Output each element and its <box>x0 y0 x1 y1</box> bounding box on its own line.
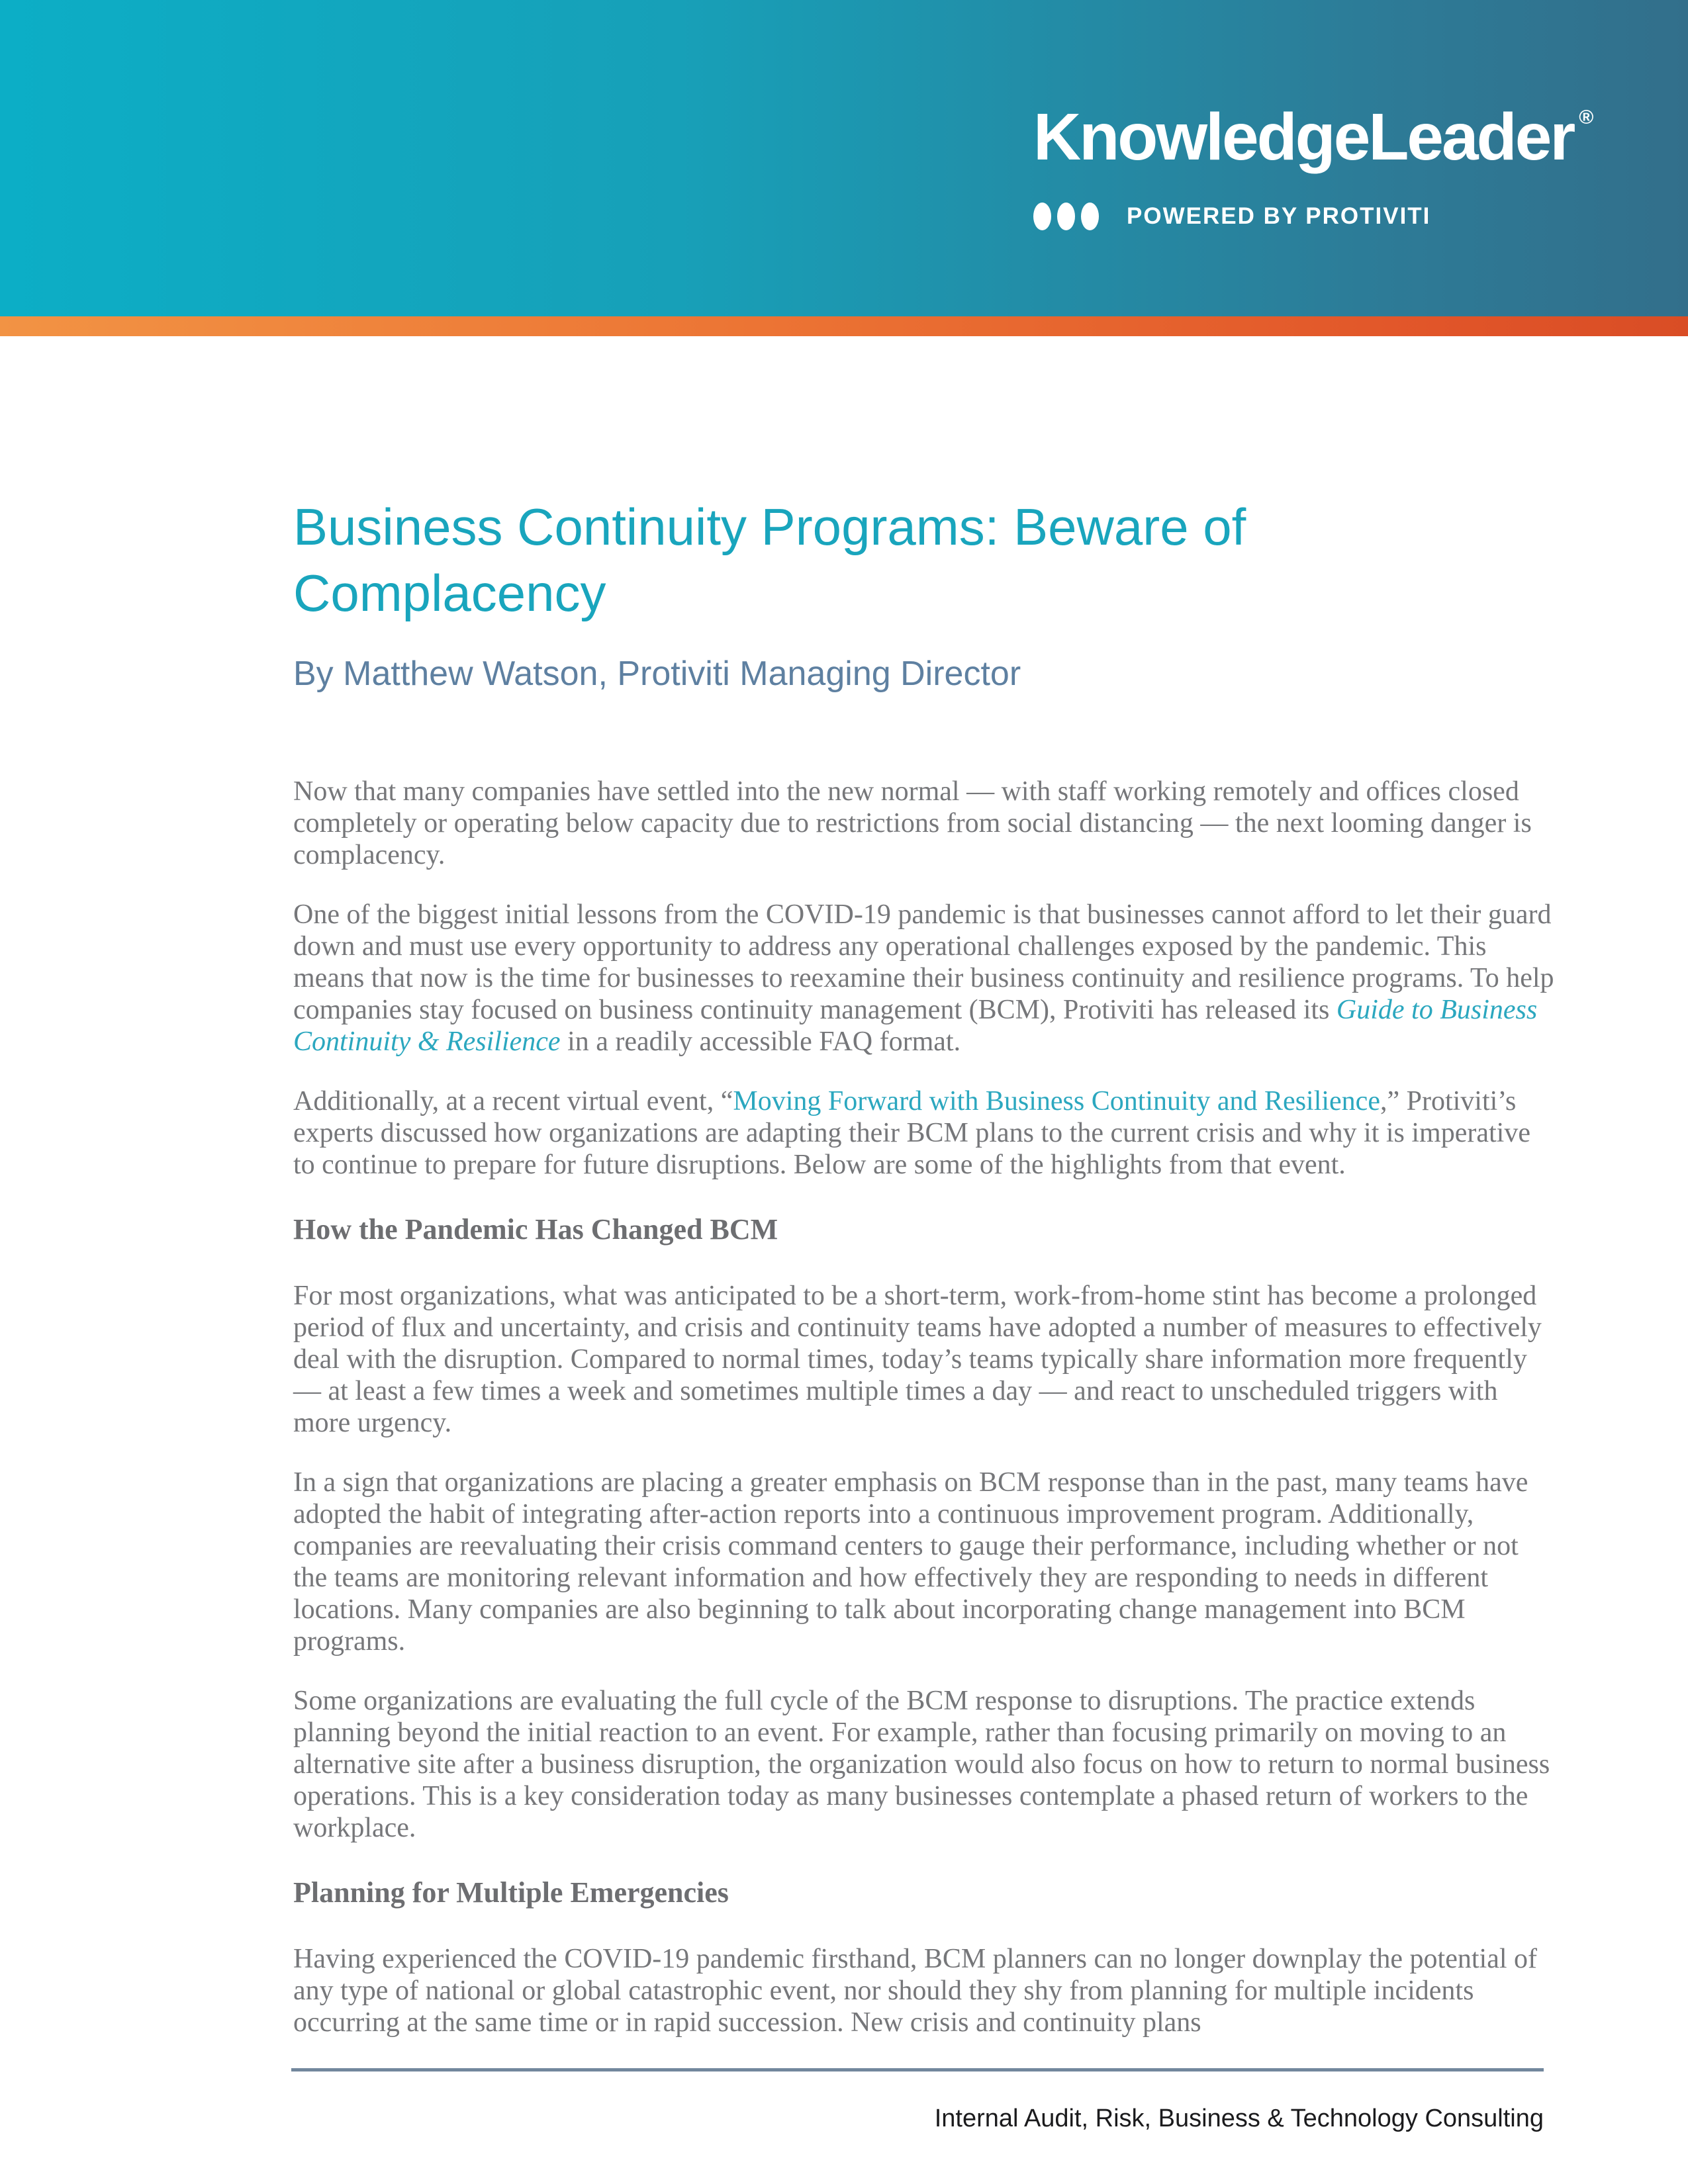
dot-icon <box>1057 203 1075 230</box>
page-title: Business Continuity Programs: Beware of Complacency <box>293 498 1246 622</box>
paragraph <box>293 1280 1554 1439</box>
paragraph-text: Now that many companies have settled into the new normal — with staff working remotely and offices closed completely or operating below capacity due to restrictions from social distancing — the next looming danger is complacency. <box>293 776 1532 870</box>
dot-icon <box>1033 203 1051 230</box>
guide-to-business-continuity-link[interactable]: Guide to Business Continuity & Resilience <box>293 995 1538 1057</box>
knowledgeleader-logo <box>1033 101 1593 230</box>
logo-tagline-row <box>1033 203 1593 230</box>
accent-stripe <box>0 316 1688 336</box>
section-heading-pandemic-changed-bcm: How the Pandemic Has Changed BCM <box>293 1213 778 1246</box>
byline: By Matthew Watson, Protiviti Managing Director <box>293 655 1021 693</box>
paragraph <box>293 1085 1554 1181</box>
paragraph-text: One of the biggest initial lessons from the COVID-19 pandemic is that businesses cannot afford to let their guard down and must use every opportunity to address any operational challenges exposed by the pandemic. This means that now is the time for businesses to reexamine their business continuity and resilience programs. To help companies stay focused on business continuity management (BCM), Protiviti has released its <box>293 899 1554 1025</box>
article-body <box>293 776 1554 2038</box>
paragraph-text: For most organizations, what was anticipated to be a short-term, work-from-home stint has become a prolonged period of flux and uncertainty, and crisis and continuity teams have adopted a number of measures to effectively deal with the disruption. Compared to normal times, today’s teams typically share information more frequently — at least a few times a week and sometimes multiple times a day — and react to unscheduled triggers with more urgency. <box>293 1281 1542 1438</box>
powered-by-tagline: POWERED BY PROTIVITI <box>1127 203 1431 229</box>
logo-dots <box>1033 203 1099 230</box>
paragraph-text: Additionally, at a recent virtual event, “ <box>293 1086 733 1116</box>
moving-forward-event-link[interactable]: Moving Forward with Business Continuity and Resilience <box>733 1086 1380 1116</box>
section-heading-planning-multiple-emergencies: Planning for Multiple Emergencies <box>293 1876 729 1909</box>
logo-wordmark <box>1033 101 1593 173</box>
header-banner <box>0 0 1688 316</box>
registered-trademark-icon: ® <box>1579 107 1594 128</box>
paragraph-text: Some organizations are evaluating the full cycle of the BCM response to disruptions. The practice extends planning beyond the initial reaction to an event. For example, rather than focusing primarily on moving to an alternative site after a business disruption, the organization would also focus on how to return to normal business operations. This is a key consideration today as many businesses contemplate a phased return of workers to the workplace. <box>293 1686 1550 1843</box>
paragraph <box>293 1943 1554 2038</box>
footer-text: Internal Audit, Risk, Business & Technology Consulting <box>934 2105 1544 2132</box>
paragraph-text: Having experienced the COVID-19 pandemic firsthand, BCM planners can no longer downplay the potential of any type of national or global catastrophic event, nor should they shy from planning for multiple incidents occurring at the same time or in rapid succession. New crisis and continuity plans <box>293 1944 1537 2038</box>
paragraph <box>293 1467 1554 1657</box>
article-content <box>293 494 1554 2066</box>
dot-icon <box>1081 203 1099 230</box>
paragraph <box>293 899 1554 1058</box>
logo-text: KnowledgeLeader <box>1033 100 1574 174</box>
paragraph <box>293 1685 1554 1844</box>
paragraph <box>293 776 1554 871</box>
footer-divider <box>291 2068 1544 2071</box>
paragraph-text: ,” Protiviti’s experts discussed how organizations are adapting their BCM plans to the current crisis and why it is imperative to continue to prepare for future disruptions. Below are some of the highlights from that event. <box>293 1086 1530 1180</box>
paragraph-text: In a sign that organizations are placing a greater emphasis on BCM response than in the past, many teams have adopted the habit of integrating after-action reports into a continuous improvement program. Additionally, companies are reevaluating their crisis command centers to gauge their performance, including whether or not the teams are monitoring relevant information and how effectively they are responding to needs in different locations. Many companies are also beginning to talk about incorporating change management into BCM programs. <box>293 1467 1528 1657</box>
paragraph-text: in a readily accessible FAQ format. <box>560 1026 961 1057</box>
